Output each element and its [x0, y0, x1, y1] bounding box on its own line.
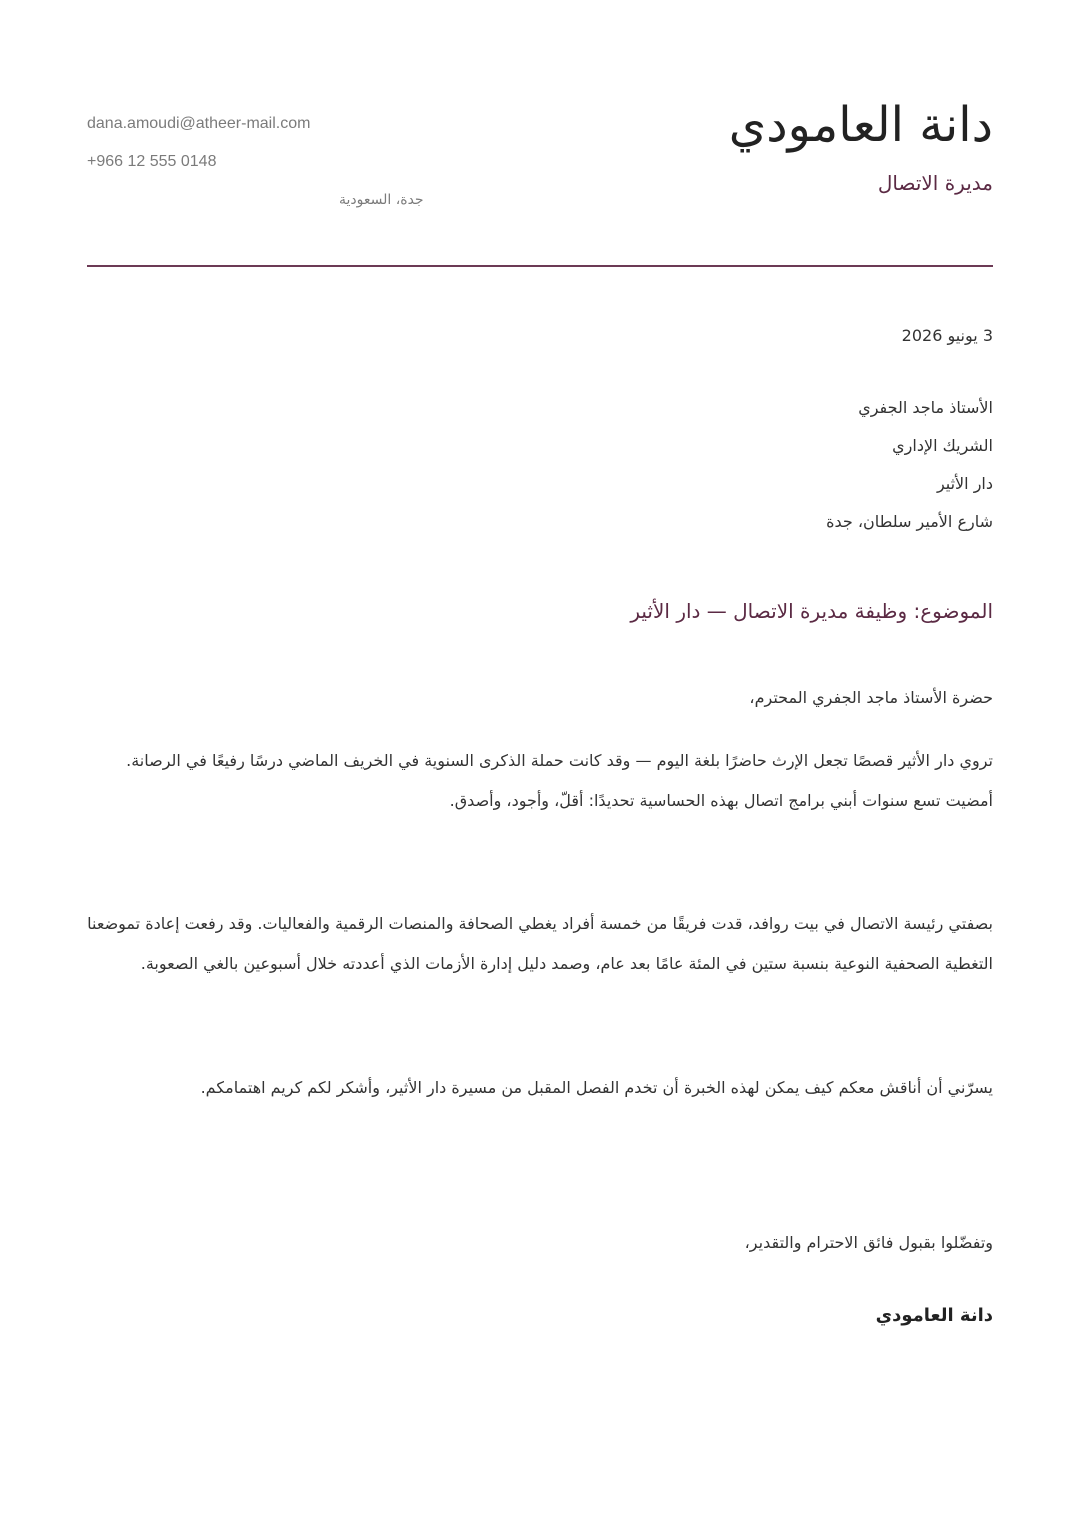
- sender-name: دانة العامودي: [728, 97, 993, 153]
- header-divider: [87, 265, 993, 267]
- body-paragraph: بصفتي رئيسة الاتصال في بيت روافد، قدت فريقًا من خمسة أفراد يغطي الصحافة والمنصات الرقمية والفعاليات. وقد رفعت إعادة تموضعنا التغطية الصحفية النوعية بنسبة ستين في المئة عامًا بعد عام، وصمد دليل إدارة الأزمات الذي أعددته خلال أسبوعين بالغي الصعوبة.: [87, 914, 993, 973]
- body-paragraph: تروي دار الأثير قصصًا تجعل الإرث حاضرًا بلغة اليوم — وقد كانت حملة الذكرى السنوية في الخريف الماضي درسًا رفيعًا في الرصانة. أمضيت تسع سنوات أبني برامج اتصال بهذه الحساسية تحديدًا: أقلّ، وأجود، وأصدق.: [126, 751, 993, 810]
- body-paragraph: يسرّني أن أناقش معكم كيف يمكن لهذه الخبرة أن تخدم الفصل المقبل من مسيرة دار الأثير، وأشكر لكم كريم اهتمامكم.: [200, 1078, 993, 1097]
- salutation: حضرة الأستاذ ماجد الجفري المحترم،: [749, 688, 993, 707]
- recipient-name: الأستاذ ماجد الجفري: [858, 398, 993, 417]
- contact-email: dana.amoudi@atheer-mail.com: [87, 115, 311, 132]
- letter-subject: الموضوع: وظيفة مديرة الاتصال — دار الأثير: [630, 599, 993, 623]
- sender-role: مديرة الاتصال: [877, 171, 993, 195]
- recipient-title: الشريك الإداري: [892, 436, 993, 455]
- letter-date: 3 يونيو 2026: [901, 326, 993, 345]
- contact-location: جدة، السعودية: [339, 192, 424, 208]
- closing-line: وتفضّلوا بقبول فائق الاحترام والتقدير،: [744, 1233, 993, 1252]
- signature-name: دانة العامودي: [875, 1305, 993, 1326]
- contact-phone: +966 12 555 0148: [87, 153, 217, 170]
- recipient-address: شارع الأمير سلطان، جدة: [826, 512, 993, 531]
- recipient-block: [573, 389, 993, 541]
- recipient-company: دار الأثير: [936, 474, 993, 493]
